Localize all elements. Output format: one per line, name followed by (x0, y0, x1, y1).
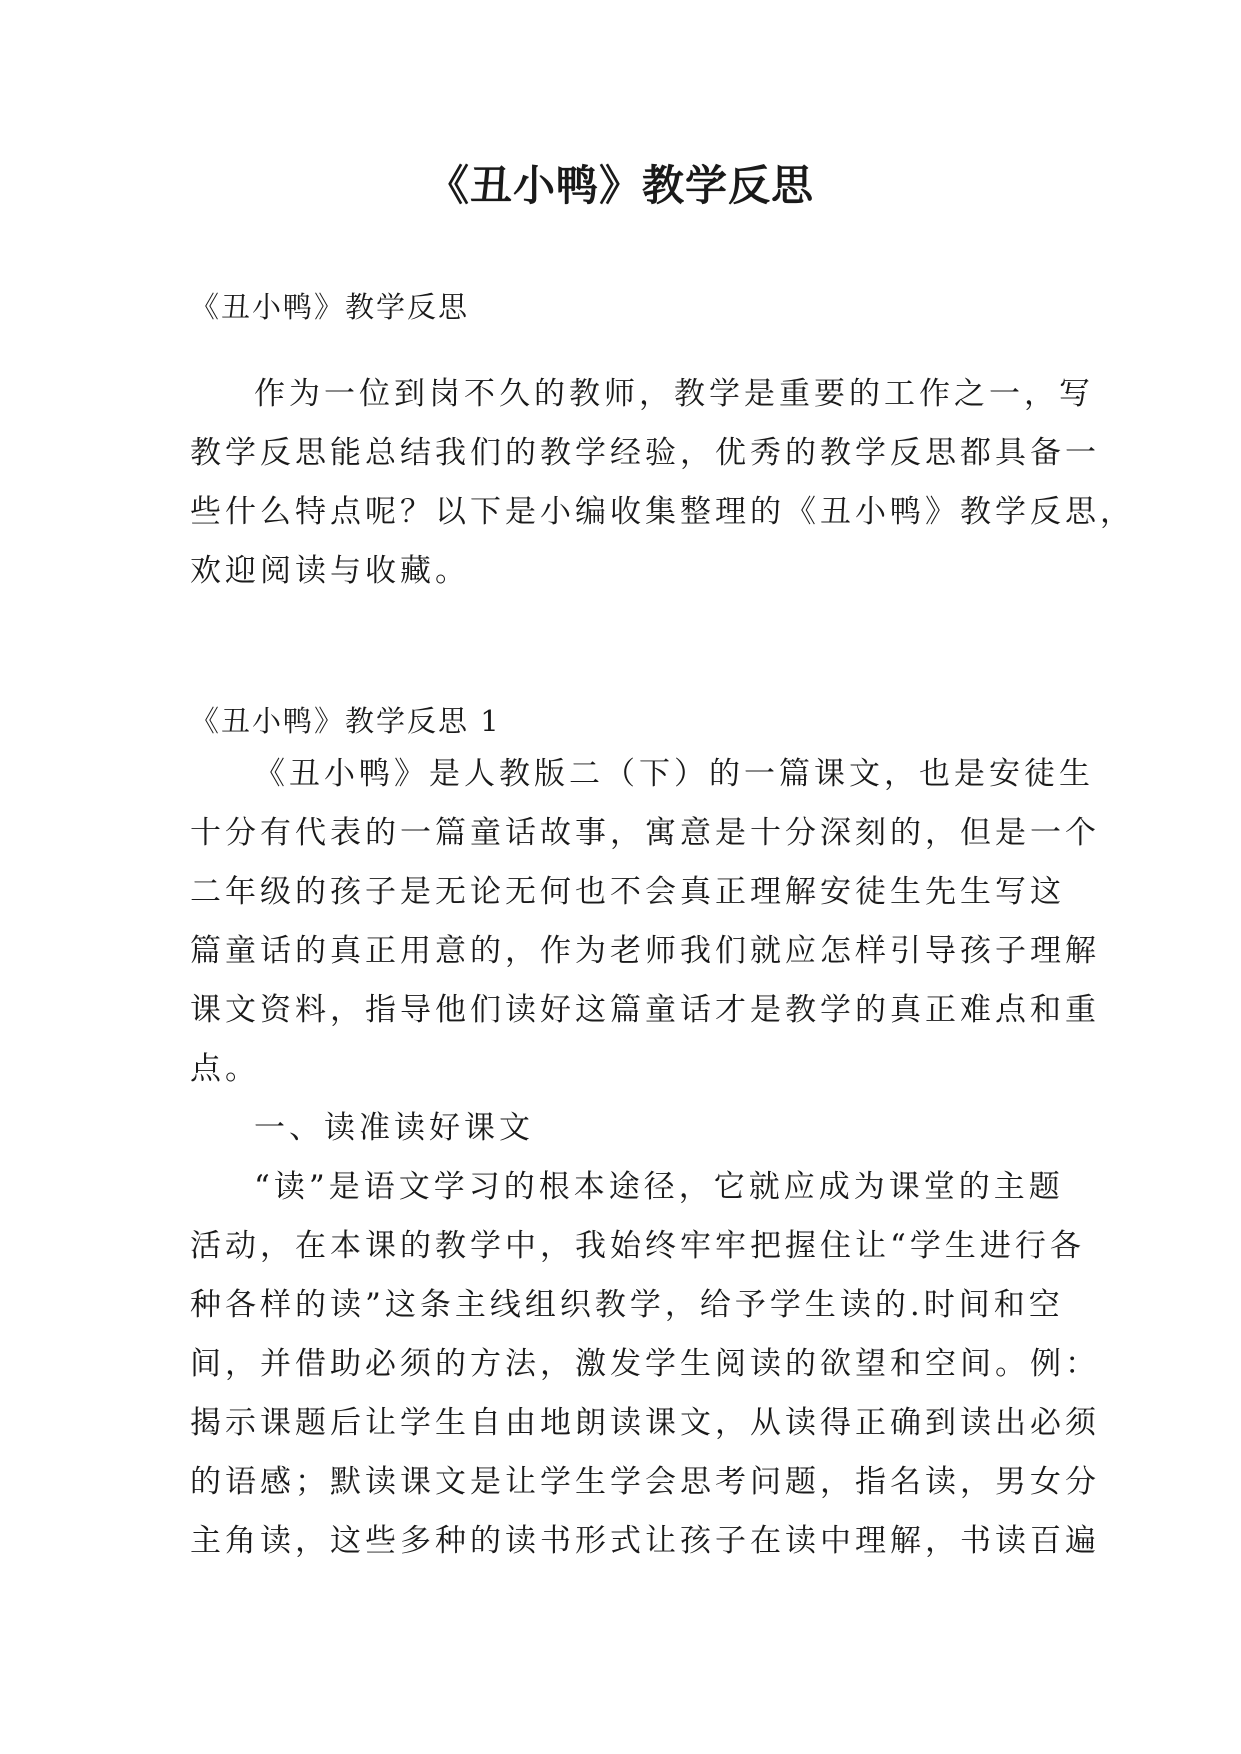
text-line: 二年级的孩子是无论无何也不会真正理解安徒生先生写这 (190, 874, 1065, 910)
text-line: 《丑小鸭》是人教版二（下）的一篇课文，也是安徒生 (254, 756, 1094, 792)
section-heading: 《丑小鸭》教学反思 1 (190, 704, 501, 738)
text-line: 点。 (190, 1051, 260, 1087)
intro-paragraph (190, 365, 1135, 601)
subsection-heading: 一、读准读好课文 (254, 1110, 534, 1146)
text-line: “读”是语文学习的根本途径，它就应成为课堂的主题 (254, 1169, 1064, 1205)
text-line: 主角读，这些多种的读书形式让孩子在读中理解，书读百遍 (190, 1523, 1100, 1559)
document-subtitle: 《丑小鸭》教学反思 (190, 290, 470, 324)
text-line: 些什么特点呢？以下是小编收集整理的《丑小鸭》教学反思， (190, 494, 1135, 530)
text-line: 的语感；默读课文是让学生学会思考问题，指名读，男女分 (190, 1464, 1100, 1500)
text-line: 十分有代表的一篇童话故事，寓意是十分深刻的，但是一个 (190, 815, 1100, 851)
text-line: 课文资料，指导他们读好这篇童话才是教学的真正难点和重 (190, 992, 1100, 1028)
text-line: 篇童话的真正用意的，作为老师我们就应怎样引导孩子理解 (190, 933, 1100, 969)
text-line: 间，并借助必须的方法，激发学生阅读的欲望和空间。例： (190, 1346, 1100, 1382)
text-line: 活动，在本课的教学中，我始终牢牢把握住让“学生进行各 (190, 1228, 1085, 1264)
text-line: 教学反思能总结我们的教学经验，优秀的教学反思都具备一 (190, 435, 1100, 471)
text-line: 作为一位到岗不久的教师，教学是重要的工作之一，写 (254, 376, 1094, 412)
section-1-body (190, 745, 1100, 1571)
text-line: 欢迎阅读与收藏。 (190, 553, 470, 589)
text-line: 种各样的读”这条主线组织教学，给予学生读的.时间和空 (190, 1287, 1064, 1323)
text-line: 揭示课题后让学生自由地朗读课文，从读得正确到读出必须 (190, 1405, 1100, 1441)
document-title: 《丑小鸭》教学反思 (426, 161, 814, 210)
